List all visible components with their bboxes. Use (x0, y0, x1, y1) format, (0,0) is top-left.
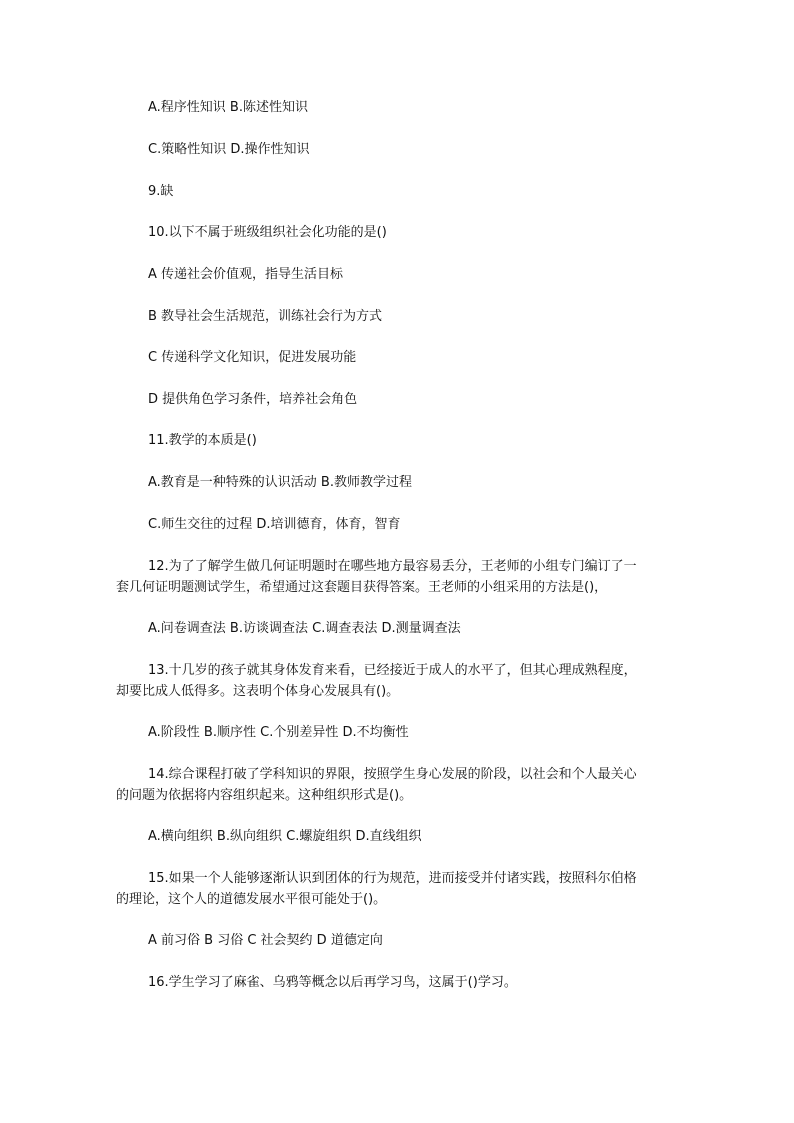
q11-options-cd: C.师生交往的过程 D.培训德育，体育，智育 (148, 517, 401, 532)
q15-question-line1: 15.如果一个人能够逐渐认识到团体的行为规范，进而接受并付诸实践，按照科尔伯格 (148, 871, 637, 886)
q15-question-line2: 的理论，这个人的道德发展水平很可能处于()。 (116, 892, 387, 907)
q12-options: A.问卷调查法 B.访谈调查法 C.调查表法 D.测量调查法 (148, 621, 461, 636)
q14-question-line2: 的问题为依据将内容组织起来。这种组织形式是()。 (116, 788, 413, 803)
q11-question: 11.教学的本质是() (148, 433, 257, 448)
q16-question: 16.学生学习了麻雀、乌鸦等概念以后再学习鸟，这属于()学习。 (148, 975, 517, 990)
q10-option-c: C 传递科学文化知识，促进发展功能 (148, 350, 357, 365)
q11-options-ab: A.教育是一种特殊的认识活动 B.教师教学过程 (148, 475, 412, 490)
q15-options: A 前习俗 B 习俗 C 社会契约 D 道德定向 (148, 933, 383, 948)
q10-option-b: B 教导社会生活规范，训练社会行为方式 (148, 309, 383, 324)
q10-option-a: A 传递社会价值观，指导生活目标 (148, 267, 344, 282)
q9-text: 9.缺 (148, 184, 174, 199)
q14-question-line1: 14.综合课程打破了学科知识的界限，按照学生身心发展的阶段，以社会和个人最关心 (148, 767, 637, 782)
q8-options-ab: A.程序性知识 B.陈述性知识 (148, 100, 308, 115)
q13-question-line1: 13.十几岁的孩子就其身体发育来看，已经接近于成人的水平了，但其心理成熟程度， (148, 663, 637, 678)
q8-options-cd: C.策略性知识 D.操作性知识 (148, 142, 310, 157)
q10-option-d: D 提供角色学习条件，培养社会角色 (148, 392, 358, 407)
q14-options: A.横向组织 B.纵向组织 C.螺旋组织 D.直线组织 (148, 829, 422, 844)
q13-question-line2: 却要比成人低得多。这表明个体身心发展具有()。 (116, 684, 400, 699)
q12-question-line1: 12.为了了解学生做几何证明题时在哪些地方最容易丢分，王老师的小组专门编订了一 (148, 559, 637, 574)
q10-question: 10.以下不属于班级组织社会化功能的是() (148, 225, 387, 240)
q12-question-line2: 套几何证明题测试学生，希望通过这套题目获得答案。王老师的小组采用的方法是()， (116, 580, 608, 595)
q13-options: A.阶段性 B.顺序性 C.个别差异性 D.不均衡性 (148, 725, 409, 740)
